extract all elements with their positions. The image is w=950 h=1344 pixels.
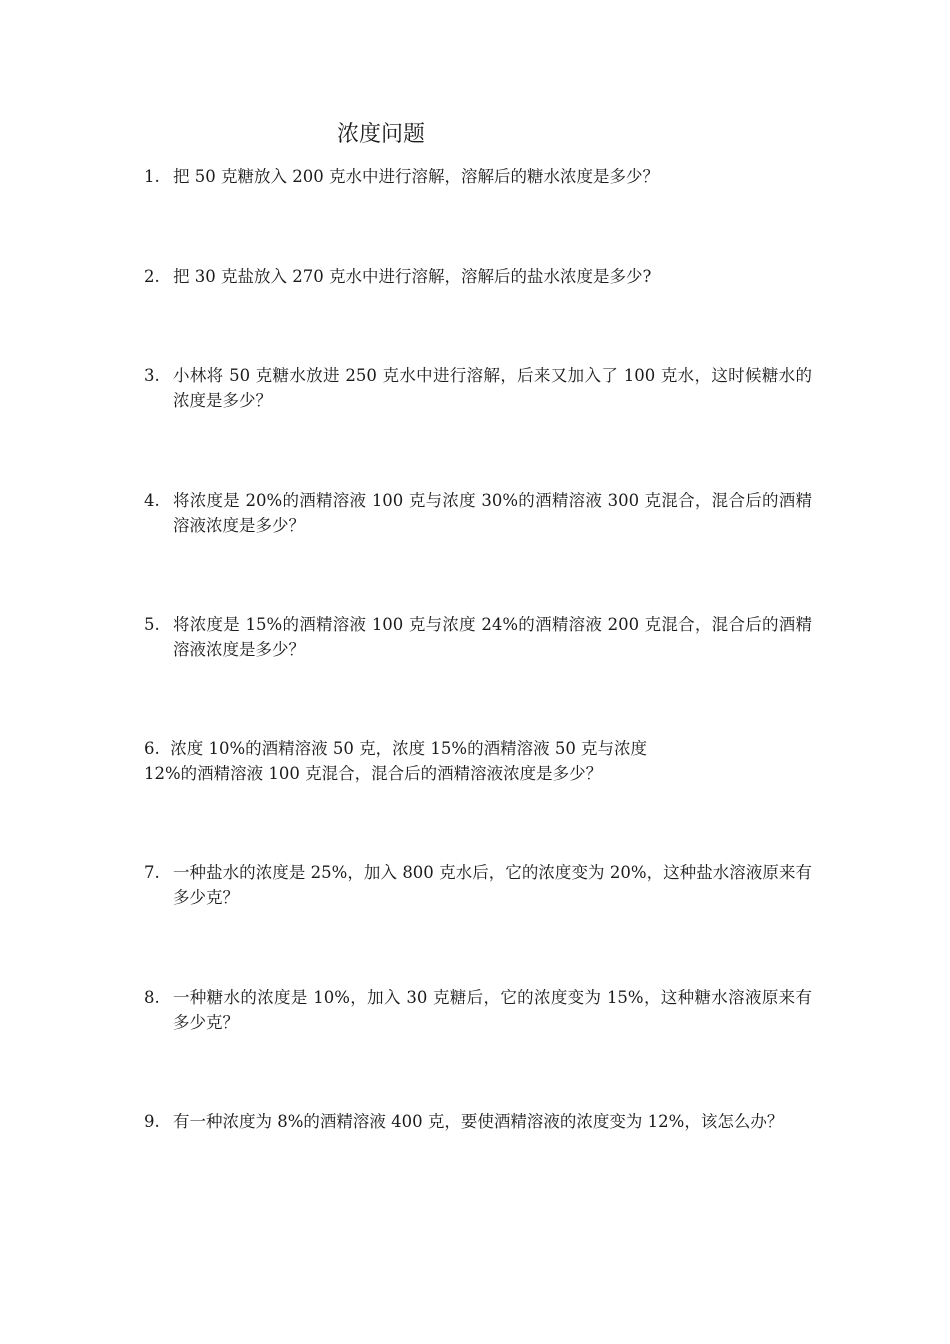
question-text-line-1 <box>144 736 812 761</box>
question-number: 3. <box>144 366 160 385</box>
question-text: 将浓度是 20%的酒精溶液 100 克与浓度 30%的酒精溶液 300 克混合，混合后的酒精溶液浓度是多少？ <box>173 491 812 535</box>
question-2 <box>144 264 812 289</box>
question-text: 小林将 50 克糖水放进 250 克水中进行溶解，后来又加入了 100 克水，这时候糖水的浓度是多少？ <box>173 366 812 410</box>
page-title: 浓度问题 <box>337 122 426 147</box>
question-text: 浓度 10%的酒精溶液 50 克，浓度 15%的酒精溶液 50 克与浓度 <box>170 739 648 758</box>
question-text: 把 50 克糖放入 200 克水中进行溶解，溶解后的糖水浓度是多少？ <box>173 167 659 186</box>
question-number: 7. <box>144 863 160 882</box>
question-number: 6. <box>144 739 160 758</box>
question-9 <box>144 1109 812 1134</box>
question-number: 1. <box>144 167 160 186</box>
question-text: 一种糖水的浓度是 10%，加入 30 克糖后，它的浓度变为 15%，这种糖水溶液原来有多少克？ <box>173 988 812 1032</box>
question-3 <box>144 363 812 413</box>
question-1 <box>144 164 812 189</box>
question-8 <box>144 985 812 1035</box>
question-number: 4. <box>144 491 160 510</box>
question-6 <box>144 736 812 786</box>
question-4 <box>144 488 812 538</box>
question-number: 2. <box>144 267 160 286</box>
question-5 <box>144 612 812 662</box>
question-number: 5. <box>144 615 160 634</box>
question-text: 一种盐水的浓度是 25%，加入 800 克水后，它的浓度变为 20%，这种盐水溶液原来有多少克？ <box>173 863 812 907</box>
question-7 <box>144 860 812 910</box>
question-number: 8. <box>144 988 160 1007</box>
question-text: 有一种浓度为 8%的酒精溶液 400 克，要使酒精溶液的浓度变为 12%，该怎么办？ <box>173 1112 784 1131</box>
question-text: 把 30 克盐放入 270 克水中进行溶解，溶解后的盐水浓度是多少? <box>173 267 652 286</box>
question-text: 将浓度是 15%的酒精溶液 100 克与浓度 24%的酒精溶液 200 克混合，混合后的酒精溶液浓度是多少？ <box>173 615 812 659</box>
question-number: 9. <box>144 1112 160 1131</box>
question-text-line-2: 12%的酒精溶液 100 克混合，混合后的酒精溶液浓度是多少？ <box>144 764 603 783</box>
